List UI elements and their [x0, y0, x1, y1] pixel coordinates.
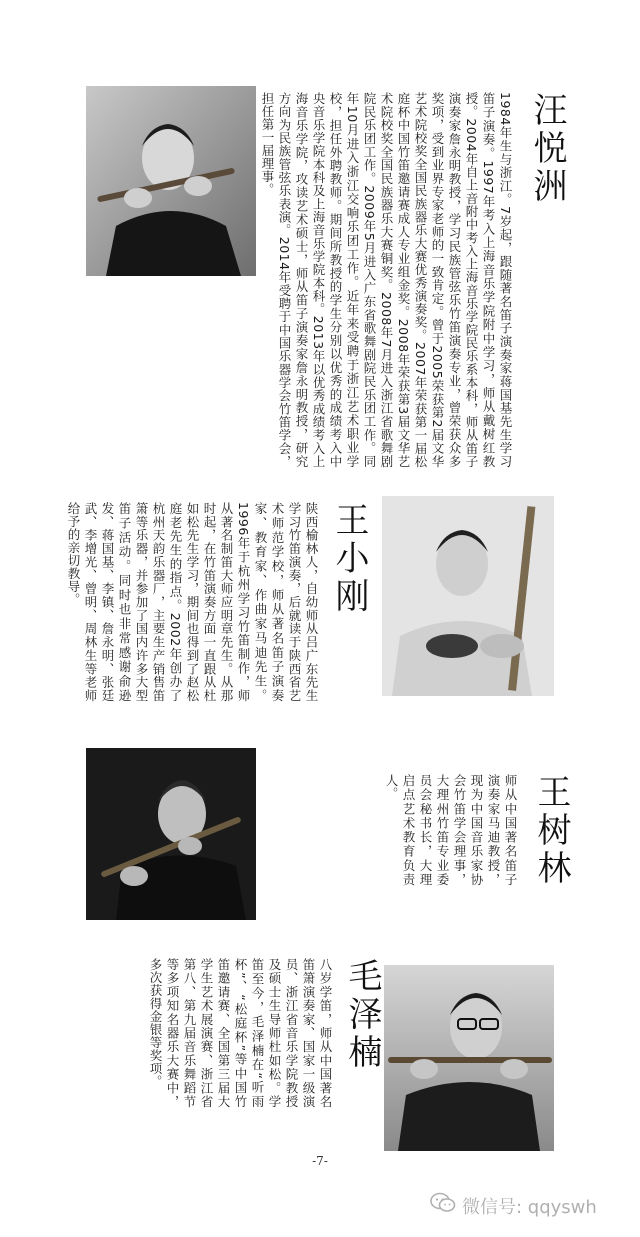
portrait-photo-4 [384, 965, 554, 1151]
page-number: -7- [312, 1154, 328, 1168]
wechat-watermark [430, 1192, 597, 1219]
portrait-image-1 [86, 86, 256, 276]
profile-name-1: 汪悦洲 [527, 92, 567, 206]
profile-bio-3: 师从中国著名笛子演奏家马迪教授，现为中国音乐家协会竹笛学会理事，大理州竹笛专业委员会秘书长，大理启点艺术教育负责人。 [384, 774, 518, 886]
wechat-id-text: 微信号: qqyswh [462, 1196, 597, 1218]
profile-name-2: 王小刚 [329, 502, 369, 616]
profile-bio-4: 八岁学笛，师从中国著名笛箫演奏家、国家一级演员、浙江省音乐学院教授及硕士生导师杜如松。学笛至今，毛泽楠在“听雨杯”、“松庭杯”等中国竹笛邀请赛、全国第三届大学生艺术展演赛、浙江省第八、第九届音乐舞蹈节等多项知名器乐大赛中，多次获得金银等奖项。 [148, 958, 333, 1108]
portrait-photo-1 [86, 86, 256, 276]
portrait-photo-3 [86, 748, 256, 920]
portrait-image-3 [86, 748, 256, 920]
portrait-image-4 [384, 965, 554, 1151]
profile-bio-2: 陕西榆林人，自幼师从吕广东先生学习竹笛演奏，后就读于陕西省艺术师范学校，师从著名笛子演奏家、教育家、作曲家马迪先生。1996年于杭州学习竹笛制作，师从著名制笛大师应明章先生。从那时起，在竹笛演奏方面一直跟从杜如松先生学习，期间也得到了赵松庭老先生的指点。2002年创办了杭州天韵乐器厂，主要生产销售笛箫等乐器，并参加了国内许多大型笛子活动。同时也非常感谢俞逊发、蒋国基、李镇、詹永明、张廷武、李增光、曾明、周林生等老师给予的亲切教导。 [66, 502, 319, 702]
wechat-icon [430, 1192, 456, 1219]
profile-name-4: 毛泽楠 [342, 958, 382, 1072]
profile-bio-1: 1984年生与浙江。7岁起，跟随著名笛子演奏家蒋国基先生学习笛子演奏。1997年考入上海音乐学院附中学习，师从戴树红教授。2004年自上音附中考入上海音乐学院民乐系本科，师从笛子演奏家詹永明教授，学习民族管弦乐竹笛演奏专业，曾荣获众多奖项，受到业界专家老师的一致肯定。曾于2005荣获第2届文华艺术院校奖全国民族器乐大赛优秀演奏奖。2007年荣获第一届松庭杯中国竹笛邀请赛成人专业组金奖。2008年荣获第3届文华艺术院校奖全国民族器乐大赛铜奖。2008年7月进入浙江省歌舞剧院民乐团工作。2009年5月进入广东省歌舞剧院民乐团工作。同年10月进入浙江交响乐团工作。近年来受聘于浙江艺术职业学校，担任外聘教师。期间所教授的学生分别以优秀的成绩考入中央音乐学院本科及上海音乐学院本科。2013年以优秀成绩考入上海音乐学院，攻读艺术硕士，师从笛子演奏家詹永明教授，研究方向为民族管弦乐表演。2014年受聘于中国乐器学会竹笛学会，担任第一届理事。 [260, 92, 513, 468]
portrait-image-2 [382, 496, 554, 696]
profile-name-3: 王树林 [531, 774, 571, 888]
portrait-photo-2 [382, 496, 554, 696]
